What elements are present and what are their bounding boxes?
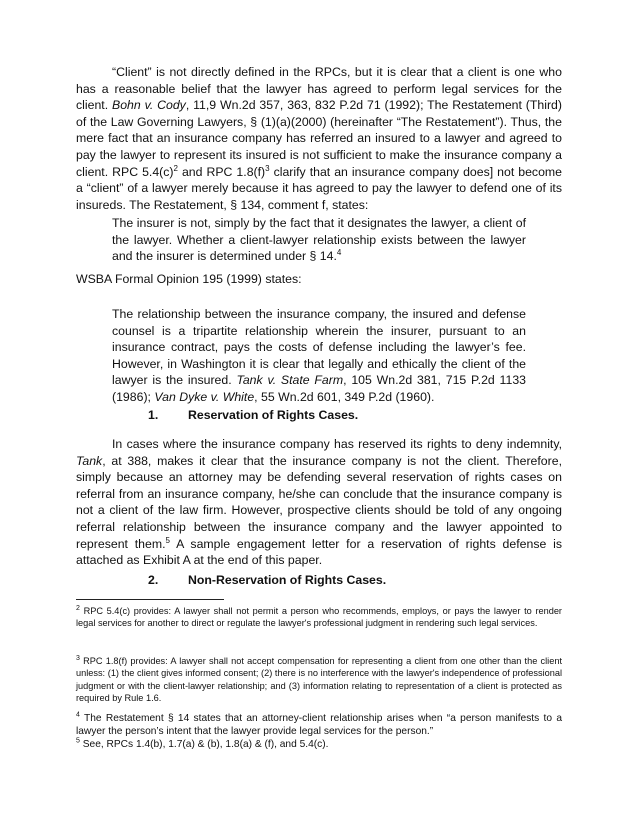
footnote-3: $^3$ RPC 1.8(f) provides: A lawyer shall not accept compensation for representing a client from one other than the client unless: (1) the client gives informed consent; (2) there is no interference with the lawyer's independence of professional judgment or with the client-lawyer relationship; and (3) information relating to representation of a client is protected as required by Rule 1.6.: [76, 654, 562, 703]
case-citation: Tank: [76, 453, 103, 468]
section-heading-2: 2. Non-Reservation of Rights Cases.: [148, 573, 387, 587]
paragraph-client-definition: “Client” is not directly defined in the RPCs, but it is clear that a client is one who has a reasonable belief that the lawyer has agreed to perform legal services for the client. Bohn v. Cody, 11,9 Wn.2d 357, 363, 832 P.2d 71 (1992); The Restatement (Third) of the Law Governing Lawyers, § (1)(a)(2000) (hereinafter “The Restatement”). Thus, the mere fact that an insurance company has referred an insured to a lawyer and agreed to pay the lawyer to represent its insured is not sufficient to make the insurance company a client. RPC $5.4(c)^2$ and RPC $1.8(f)^3$ clarify that an insurance company does] not become a “client” of a lawyer merely because it has agreed to pay the lawyer to defend one of its insureds. The Restatement, § 134, comment f, states:: [76, 65, 562, 212]
footnote-2: $^2$ RPC 5.4(c) provides: A lawyer shall not permit a person who recommends, employs, or pays the lawyer to render legal services for another to direct or regulate the lawyer's professional judgment in rendering such legal services.: [76, 604, 562, 629]
footnote-4: $^4$ The Restatement § 14 states that an attorney-client relationship arises when “a person manifests to a lawyer the person’s intent that the lawyer provide legal services for the person.”: [76, 711, 562, 738]
block-quote-restatement: The insurer is not, simply by the fact that it designates the lawyer, a client of the lawyer. Whether a client-lawyer relationship exists between the lawyer and the insurer is determined under § 14.$^4$: [112, 216, 526, 264]
case-citation: Bohn v. Cody: [112, 98, 186, 113]
case-citation: Tank v. State Farm: [236, 373, 344, 388]
footnote-separator: [76, 599, 224, 600]
footnote-ref-3[interactable]: 3: [265, 163, 270, 173]
paragraph-reservation-cases: In cases where the insurance company has reserved its rights to deny indemnity, Tank, at 388, makes it clear that the insurance company is not the client. Therefore, simply because an attorney may be defending several reservation of rights cases on referral from an insurance company, he/she can conclude that the insurance company is not a client of the law firm. However, prospective clients should be told of any ongoing referral relationship between the insurance company and the lawyer appointed to represent them.$^5$ A sample engagement letter for a reservation of rights defense is attached as Exhibit A at the end of this paper.: [76, 437, 562, 568]
block-quote-wsba: The relationship between the insurance company, the insured and defense counsel is a tripartite relationship wherein the insurer, pursuant to an insurance contract, pays the costs of defense including the lawyer’s fee. However, in Washington it is clear that legally and ethically the client of the lawyer is the insured. Tank v. State Farm, 105 Wn.2d 381, 715 P.2d 1133 (1986); Van Dyke v. White, 55 Wn.2d 601, 349 P.2d (1960).: [112, 307, 526, 404]
section-heading-1: 1. Reservation of Rights Cases.: [148, 408, 359, 422]
footnote-ref-4[interactable]: 4: [336, 248, 342, 258]
footnote-5: $^5$ See, RPCs 1.4(b), 1.7(a) & (b), 1.8(a) & (f), and 5.4(c).: [76, 737, 329, 750]
footnote-ref-5[interactable]: 5: [165, 535, 170, 545]
case-citation: Van Dyke v. White: [154, 389, 255, 404]
paragraph-wsba-intro: WSBA Formal Opinion 195 (1999) states:: [76, 272, 302, 286]
footnote-ref-2[interactable]: 2: [173, 163, 178, 173]
